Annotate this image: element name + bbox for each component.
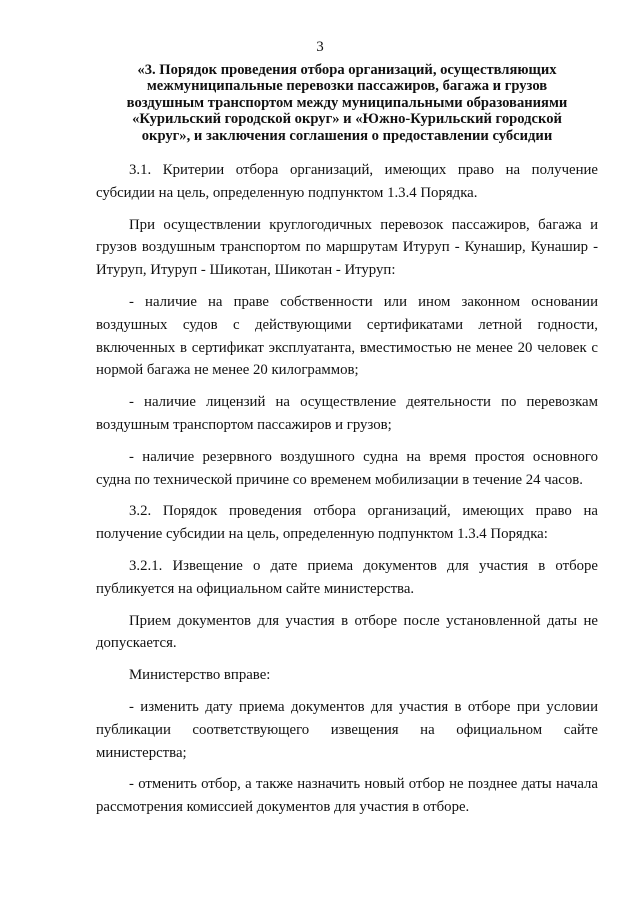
heading-line: «3. Порядок проведения отбора организаций, осуществляющих <box>137 62 557 78</box>
paragraph-reserve-criterion: - наличие резервного воздушного судна на время простоя основного судна по технической причине со временем мобилизации в течение 24 часов. <box>96 448 598 488</box>
paragraph-ministry-rights: Министерство вправе: <box>129 667 271 684</box>
heading-line: межмуниципальные перевозки пассажиров, багажа и грузов <box>146 78 548 95</box>
paragraph-aircraft-criterion: - наличие на праве собственности или ином законном основании воздушных судов с действующими сертификатами летной годности, включенных в сертификат эксплуатанта, вместимостью не менее 20 человек с нормой багажа не менее 20 килограммов; <box>96 293 598 379</box>
paragraph-license-criterion: - наличие лицензий на осуществление деятельности по перевозкам воздушным транспортом пассажиров и грузов; <box>96 394 598 433</box>
section-heading <box>96 62 598 144</box>
paragraph-3-1: 3.1. Критерии отбора организаций, имеющих право на получение субсидии на цель, определенную подпунктом 1.3.4 Порядка. <box>96 162 598 201</box>
page-number: 3 <box>316 39 324 55</box>
paragraph-cancel-selection: - отменить отбор, а также назначить новый отбор не позднее даты начала рассмотрения комиссией документов для участия в отборе. <box>96 776 598 816</box>
document-body <box>96 159 598 828</box>
paragraph-routes: При осуществлении круглогодичных перевозок пассажиров, багажа и грузов воздушным транспортом по маршрутам Итуруп - Кунашир, Кунашир - Итуруп, Итуруп - Шикотан, Шикотан - Итуруп: <box>96 216 598 279</box>
paragraph-change-date: - изменить дату приема документов для участия в отборе при условии публикации соответствующего извещения на официальном сайте министерства; <box>96 698 598 761</box>
paragraph-acceptance: Прием документов для участия в отборе после установленной даты не допускается. <box>96 612 598 652</box>
paragraph-3-2-1: 3.2.1. Извещение о дате приема документов для участия в отборе публикуется на официальном сайте министерства. <box>96 557 598 597</box>
heading-line: «Курильский городской округ» и «Южно-Курильский городской <box>132 111 562 128</box>
heading-line: воздушным транспортом между муниципальными образованиями <box>126 94 568 111</box>
paragraph-3-2: 3.2. Порядок проведения отбора организаций, имеющих право на получение субсидии на цель, определенную подпунктом 1.3.4 Порядка: <box>96 503 598 543</box>
heading-line: округ», и заключения соглашения о предоставлении субсидии <box>141 127 553 144</box>
